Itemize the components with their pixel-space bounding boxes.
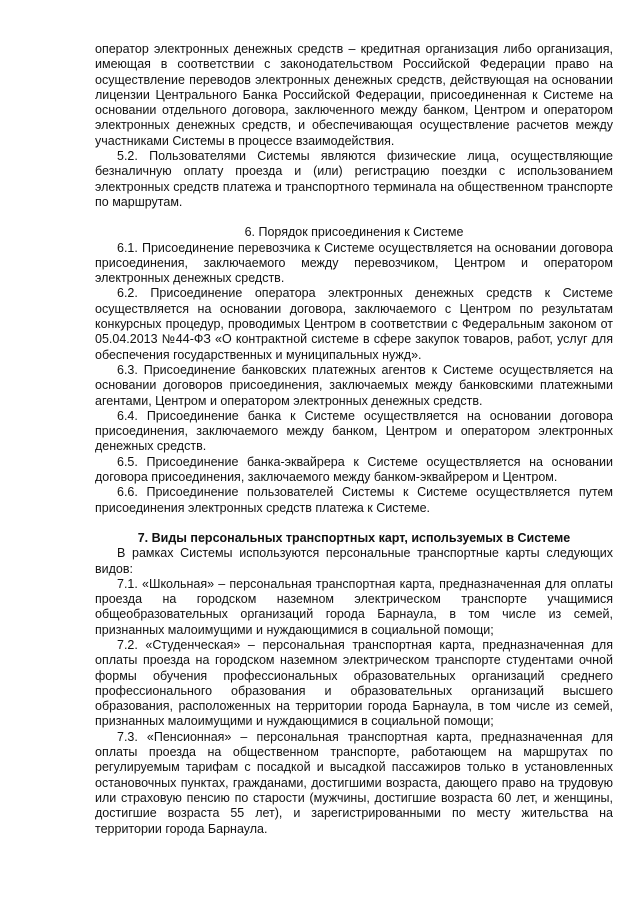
paragraph-7-1: 7.1. «Школьная» – персональная транспортная карта, предназначенная для оплаты проезда на городском наземном электрическом транспорте учащимися общеобразовательных организаций города Барнаула, в том числе из семей, признанных малоимущими и нуждающимися в социальной помощи;	[95, 576, 613, 637]
paragraph-7-intro: В рамках Системы используются персональные транспортные карты следующих видов:	[95, 546, 613, 576]
paragraph-7-3: 7.3. «Пенсионная» – персональная транспортная карта, предназначенная для оплаты проезда на общественном транспорте, работающем на маршрутах по регулируемым тарифам с посадкой и высадкой пассажиров только в установленных остановочных пунктах, гражданами, достигшими возраста, дающего право на трудовую или страховую пенсию по старости (мужчины, достигшие возраста 60 лет, и женщины, достигшие возраста 55 лет), и зарегистрированными по месту жительства на территории города Барнаула.	[95, 729, 613, 836]
paragraph-operator-definition: оператор электронных денежных средств – кредитная организация либо организация, имеющая в соответствии с законодательством Российской Федерации право на осуществление переводов электронных денежных средств, действующая на основании лицензии Центрального Банка Российской Федерации, присоединенная к Системе на основании отдельного договора, заключенного между банком, Центром и оператором электронных денежных средств, и обеспечивающая осуществление расчетов между участниками Системы в процессе взаимодействия.	[95, 42, 613, 148]
paragraph-6-2: 6.2. Присоединение оператора электронных денежных средств к Системе осуществляется на основании договора, заключаемого с Центром по результатам конкурсных процедур, проводимых Центром в соответствии с Федеральным законом от 05.04.2013 №44-ФЗ «О контрактной системе в сфере закупок товаров, работ, услуг для обеспечения государственных и муниципальных нужд».	[95, 286, 613, 362]
paragraph-6-3: 6.3. Присоединение банковских платежных агентов к Системе осуществляется на основании договоров присоединения, заключаемых между банковскими платежными агентами, Центром и оператором электронных денежных средств.	[95, 362, 613, 408]
paragraph-7-2: 7.2. «Студенческая» – персональная транспортная карта, предназначенная для оплаты проезда на городском наземном электрическом транспорте студентами очной формы обучения профессиональных образовательных организаций среднего профессионального образования и образовательных организаций высшего образования, расположенных на территории города Барнаула, в том числе из семей, признанных малоимущими и нуждающимися в социальной помощи;	[95, 637, 613, 729]
section-6-heading: 6. Порядок присоединения к Системе	[244, 225, 464, 240]
document-body	[95, 42, 613, 837]
paragraph-5-2: 5.2. Пользователями Системы являются физические лица, осуществляющие безналичную оплату проезда и (или) регистрацию поездки с использованием электронных средств платежа и транспортного терминала на общественном транспорте по маршрутам.	[95, 149, 613, 209]
paragraph-6-6: 6.6. Присоединение пользователей Системы к Системе осуществляется путем присоединения электронных средств платежа к Системе.	[95, 485, 613, 515]
paragraph-6-1: 6.1. Присоединение перевозчика к Системе осуществляется на основании договора присоединения, заключаемого между перевозчиком, Центром и оператором электронных денежных средств.	[95, 240, 613, 286]
paragraph-6-5: 6.5. Присоединение банка-эквайрера к Системе осуществляется на основании договора присоединения, заключаемого между банком-эквайрером и Центром.	[95, 454, 613, 485]
paragraph-6-4: 6.4. Присоединение банка к Системе осуществляется на основании договора присоединения, заключаемого между банком, Центром и оператором электронных денежных средств.	[95, 408, 613, 454]
section-7-heading: 7. Виды персональных транспортных карт, используемых в Системе	[137, 530, 571, 545]
